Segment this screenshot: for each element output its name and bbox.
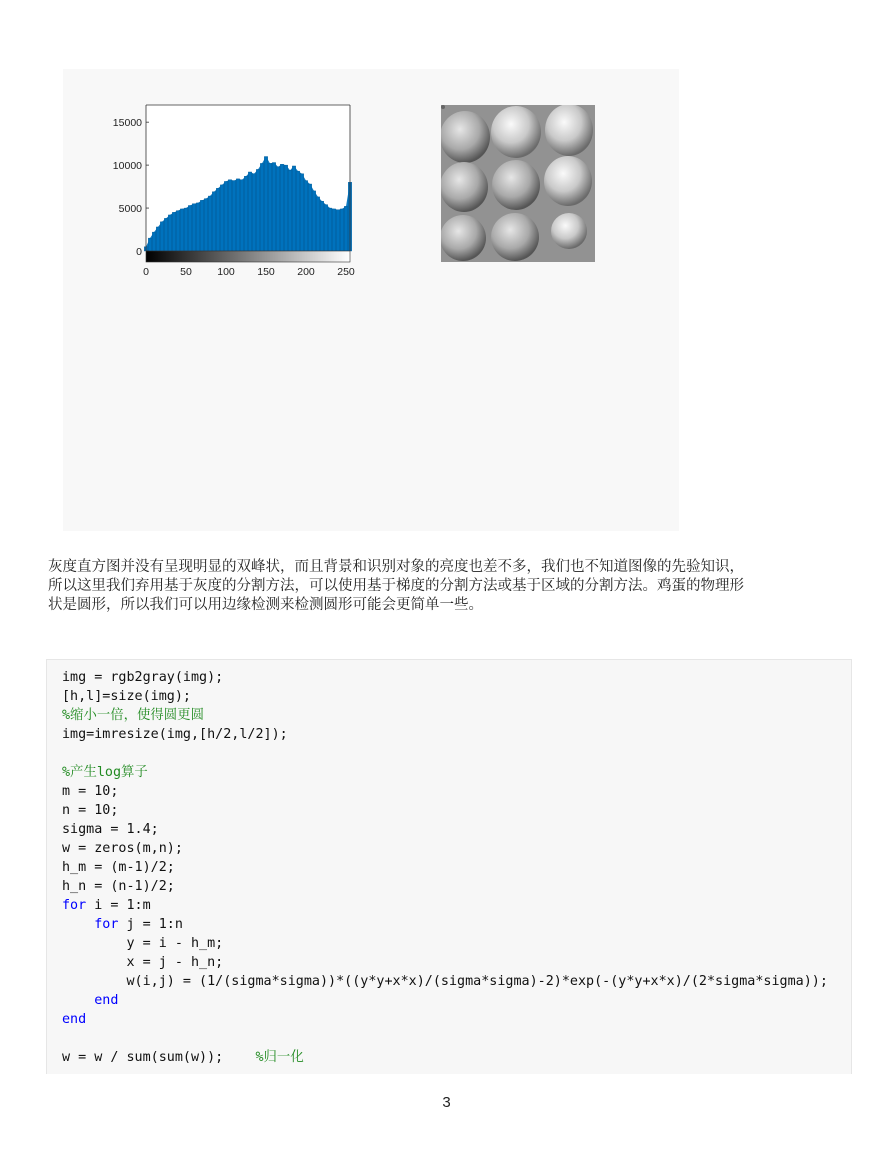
histogram-bar — [324, 205, 327, 251]
code-line — [62, 706, 204, 725]
histogram-bar — [248, 172, 251, 251]
paragraph-line: 灰度直方图并没有呈现明显的双峰状，而且背景和识别对象的亮度也差不多，我们也不知道图像的先验知识， — [48, 559, 744, 575]
histogram-bar — [192, 204, 195, 251]
code-line: w = w / sum(sum(w)); %归一化 — [62, 1050, 304, 1065]
histogram-bar — [236, 179, 239, 251]
code-line: x = j - h_n; — [62, 955, 224, 970]
code-line: y = i - h_m; — [62, 936, 224, 951]
y-tick-label: 10000 — [112, 160, 142, 173]
histogram-bar — [344, 206, 347, 251]
code-line: sigma = 1.4; — [62, 822, 159, 837]
histogram-bar — [208, 196, 211, 251]
body-paragraph — [48, 558, 838, 615]
code-comment: %归一化 — [255, 1050, 304, 1065]
histogram-bar — [196, 203, 199, 251]
code-line: w(i,j) = (1/(sigma*sigma))*((y*y+x*x)/(sigma*sigma)-2)*exp(-(y*y+x*x)/(2*sigma*sigma)); — [62, 974, 828, 989]
histogram-bar — [152, 232, 155, 251]
code-line: w = zeros(m,n); — [62, 841, 183, 856]
histogram-bar — [148, 238, 151, 251]
histogram-bar — [320, 201, 323, 251]
y-tick-label: 0 — [136, 246, 142, 258]
code-line: [h,l]=size(img); — [62, 689, 191, 704]
histogram-bar — [172, 212, 175, 251]
code-keyword: end — [62, 1012, 87, 1027]
code-comment: %缩小一倍，使得圆更圆 — [62, 708, 204, 723]
histogram-bar — [156, 227, 159, 251]
code-line: h_n = (n-1)/2; — [62, 879, 175, 894]
code-keyword: for — [94, 917, 119, 932]
histogram-bar — [284, 165, 287, 251]
x-tick-label: 100 — [217, 266, 235, 278]
code-comment: %产生log算子 — [62, 765, 148, 780]
histogram-bar — [184, 208, 187, 251]
code-line — [62, 991, 118, 1010]
histogram-bar — [340, 209, 343, 251]
histogram-bar — [312, 191, 315, 251]
histogram-bar — [176, 211, 179, 251]
code-keyword: for — [62, 898, 87, 913]
histogram-bar — [328, 208, 331, 251]
x-tick-label: 50 — [180, 266, 192, 278]
histogram-bar — [188, 205, 191, 251]
histogram-bar — [168, 215, 171, 251]
histogram-bar — [204, 199, 207, 251]
figure-panel — [63, 69, 679, 531]
histogram-bar — [256, 169, 259, 251]
eggs-grayscale-image — [441, 105, 595, 262]
histogram-bar — [252, 174, 255, 251]
histogram-bar — [260, 163, 263, 251]
histogram-bar — [288, 170, 291, 251]
histogram-bar — [240, 180, 243, 251]
histogram-bar — [224, 181, 227, 251]
code-line: img=imresize(img,[h/2,l/2]); — [62, 727, 288, 742]
code-line — [62, 763, 148, 782]
code-block — [46, 659, 852, 1074]
histogram-bar — [300, 174, 303, 251]
page-number: 3 — [442, 1094, 451, 1111]
histogram-bar — [272, 163, 275, 251]
histogram-bar — [276, 167, 279, 251]
histogram-bar — [180, 209, 183, 251]
paragraph-line: 状是圆形，所以我们可以用边缘检测来检测圆形可能会更简单一些。 — [48, 597, 483, 613]
code-line: for j = 1:n — [94, 917, 183, 932]
histogram-bar — [292, 166, 295, 251]
histogram-bar — [212, 192, 215, 251]
histogram-bar — [264, 157, 267, 251]
histogram-chart — [63, 69, 383, 299]
histogram-bar — [336, 210, 339, 251]
histogram-bar — [280, 164, 283, 251]
histogram-bar — [216, 188, 219, 251]
histogram-bar — [332, 209, 335, 251]
grayscale-colorbar — [146, 251, 350, 262]
histogram-bar — [232, 181, 235, 251]
histogram-bar — [244, 176, 247, 251]
y-tick-label: 5000 — [118, 203, 142, 216]
histogram-bar — [304, 181, 307, 251]
histogram-bar — [308, 184, 311, 251]
code-line: m = 10; — [62, 784, 119, 799]
code-line: n = 10; — [62, 803, 119, 818]
code-line — [62, 1010, 86, 1029]
x-tick-label: 0 — [143, 266, 149, 278]
y-tick-label: 15000 — [112, 117, 142, 130]
x-tick-label: 150 — [257, 266, 275, 278]
histogram-bar — [316, 197, 319, 251]
code-line: h_m = (m-1)/2; — [62, 860, 175, 875]
x-tick-label: 200 — [297, 266, 315, 278]
histogram-bar — [296, 171, 299, 251]
x-tick-label: 250 — [337, 266, 355, 278]
code-keyword: end — [94, 993, 119, 1008]
histogram-bar — [228, 180, 231, 251]
code-line: for i = 1:m — [62, 898, 151, 913]
code-line: img = rgb2gray(img); — [62, 670, 224, 685]
paragraph-line: 所以这里我们弃用基于灰度的分割方法，可以使用基于梯度的分割方法或基于区域的分割方法。鸡蛋的物理形 — [48, 578, 744, 594]
histogram-bar — [220, 185, 223, 251]
histogram-bar — [268, 163, 271, 251]
histogram-bar — [200, 200, 203, 251]
histogram-bar — [160, 222, 163, 251]
histogram-bar — [164, 218, 167, 251]
